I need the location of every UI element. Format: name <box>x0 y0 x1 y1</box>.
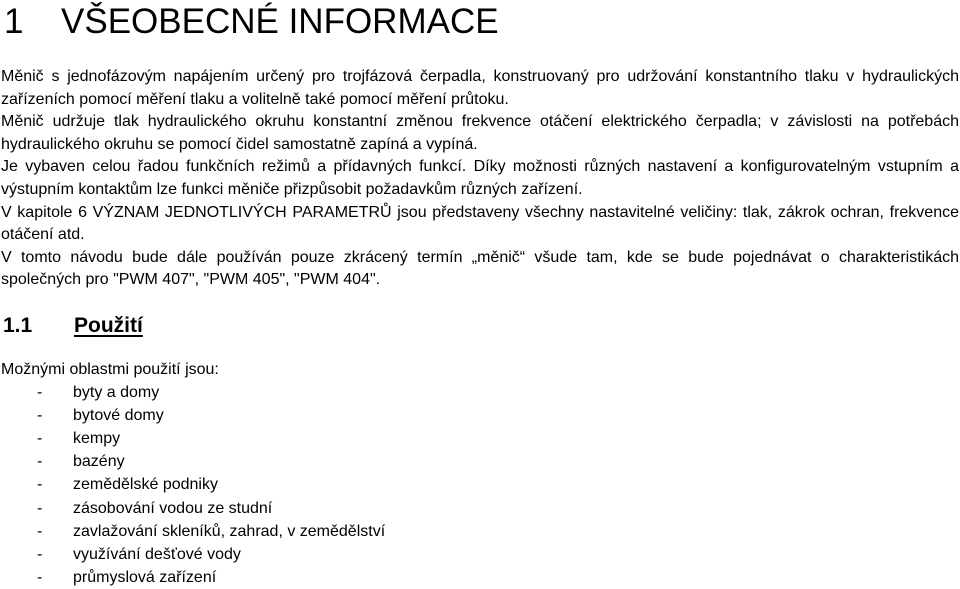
section-heading <box>4 0 499 44</box>
uses-list <box>1 381 385 589</box>
list-bullet: - <box>37 384 43 402</box>
list-item-text: byty a domy <box>73 384 160 402</box>
paragraph-modes: Je vybaven celou řadou funkčních režimů a přídavných funkcí. Díky možnosti různých nastavení a konfigurovatelným vstupním a výstupním kontaktům lze funkci měniče přizpůsobit požadavkům různých zařízení. <box>1 158 959 198</box>
uses-intro: Možnými oblastmi použití jsou: <box>1 361 219 378</box>
list-item-text: bazény <box>73 453 125 471</box>
list-item-text: průmyslová zařízení <box>73 568 217 586</box>
list-item <box>1 404 385 427</box>
list-bullet: - <box>37 545 43 563</box>
paragraph-parameters: V kapitole 6 VÝZNAM JEDNOTLIVÝCH PARAMETRŮ jsou představeny všechny nastavitelné veličiny: tlak, zákrok ochran, frekvence otáčení atd. <box>1 203 959 244</box>
list-item-text: zásobování vodou ze studní <box>73 499 273 517</box>
list-item <box>1 450 385 473</box>
subsection-title: Použití <box>74 314 143 337</box>
section-title: VŠEOBECNÉ INFORMACE <box>61 2 499 41</box>
list-item <box>1 497 385 520</box>
paragraph-operation: Měnič udržuje tlak hydraulického okruhu konstantní změnou frekvence otáčení elektrického čerpadla; v závislosti na potřebách hydraulického okruhu se pomocí čidel samostatně zapíná a vypíná. <box>1 113 959 153</box>
paragraph-description: Měnič s jednofázovým napájením určený pro trojfázová čerpadla, konstruovaný pro udržování konstantního tlaku v hydraulických zařízeních pomocí měření tlaku a volitelně také pomocí měření průtoku. <box>1 68 959 108</box>
list-bullet: - <box>37 407 43 425</box>
section-number: 1 <box>4 2 24 41</box>
list-item-text: zavlažování skleníků, zahrad, v zemědělství <box>73 522 386 540</box>
list-item-text: využívání dešťové vody <box>73 545 241 563</box>
list-item <box>1 566 385 589</box>
list-item <box>1 543 385 566</box>
uses-section <box>1 358 385 589</box>
list-item <box>1 427 385 450</box>
list-bullet: - <box>37 430 43 448</box>
list-item-text: kempy <box>73 430 121 448</box>
subsection-heading <box>3 312 143 340</box>
subsection-number: 1.1 <box>3 314 33 337</box>
list-bullet: - <box>37 476 43 494</box>
list-bullet: - <box>37 568 43 586</box>
list-bullet: - <box>37 499 43 517</box>
list-item-text: zemědělské podniky <box>73 476 218 494</box>
list-bullet: - <box>37 453 43 471</box>
list-item <box>1 473 385 496</box>
intro-text <box>1 66 959 292</box>
list-bullet: - <box>37 522 43 540</box>
list-item <box>1 520 385 543</box>
paragraph-terminology: V tomto návodu bude dále používán pouze zkrácený termín „měnič“ všude tam, kde se bude pojednávat o charakteristikách společných pro "PWM 407", "PWM 405", "PWM 404". <box>1 248 959 289</box>
list-item-text: bytové domy <box>73 407 164 425</box>
list-item <box>1 381 385 404</box>
